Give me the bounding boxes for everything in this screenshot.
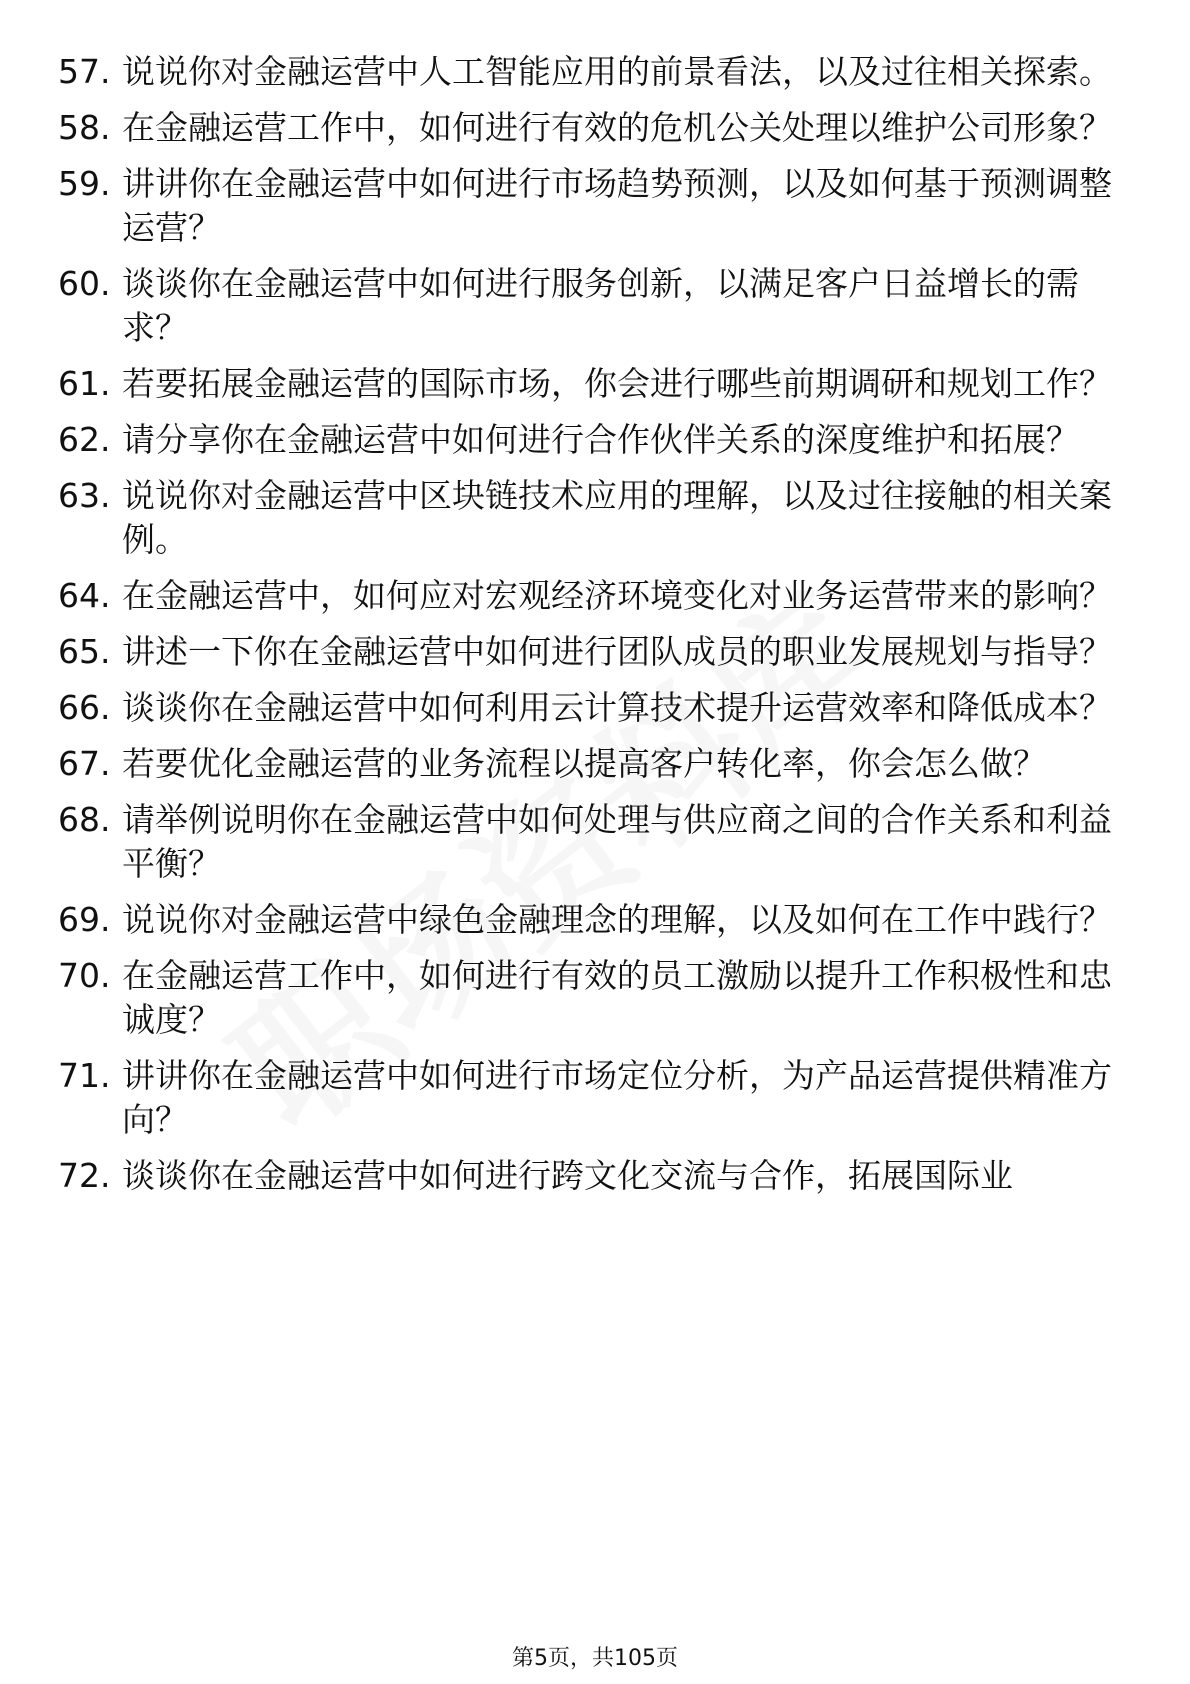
question-item — [58, 686, 1128, 730]
question-text: 讲讲你在金融运营中如何进行市场趋势预测，以及如何基于预测调整运营？ — [122, 164, 1112, 247]
question-number: 66. — [58, 688, 111, 727]
question-text: 在金融运营工作中，如何进行有效的员工激励以提升工作积极性和忠诚度？ — [122, 956, 1112, 1039]
question-number: 63. — [58, 476, 111, 515]
question-number: 58. — [58, 108, 111, 147]
question-text: 谈谈你在金融运营中如何进行跨文化交流与合作，拓展国际业 — [122, 1156, 1013, 1195]
question-number: 71. — [58, 1056, 111, 1095]
question-number: 64. — [58, 576, 111, 615]
question-item — [58, 1154, 1128, 1198]
question-list — [58, 50, 1128, 1210]
question-number: 61. — [58, 364, 111, 403]
question-item — [58, 630, 1128, 674]
question-item — [58, 162, 1128, 250]
question-number: 60. — [58, 264, 111, 303]
question-text: 讲讲你在金融运营中如何进行市场定位分析，为产品运营提供精准方向？ — [122, 1056, 1112, 1139]
question-number: 72. — [58, 1156, 111, 1195]
question-text: 说说你对金融运营中人工智能应用的前景看法，以及过往相关探索。 — [122, 52, 1112, 91]
question-item — [58, 106, 1128, 150]
question-text: 在金融运营中，如何应对宏观经济环境变化对业务运营带来的影响？ — [122, 576, 1112, 615]
question-number: 59. — [58, 164, 111, 203]
page-footer: 第5页，共105页 — [512, 1646, 678, 1671]
question-item — [58, 742, 1128, 786]
question-text: 在金融运营工作中，如何进行有效的危机公关处理以维护公司形象？ — [122, 108, 1112, 147]
question-item — [58, 262, 1128, 350]
question-number: 62. — [58, 420, 111, 459]
question-number: 65. — [58, 632, 111, 671]
question-item — [58, 798, 1128, 886]
question-number: 70. — [58, 956, 111, 995]
question-text: 请举例说明你在金融运营中如何处理与供应商之间的合作关系和利益平衡？ — [122, 800, 1112, 883]
question-text: 讲述一下你在金融运营中如何进行团队成员的职业发展规划与指导？ — [122, 632, 1112, 671]
question-text: 谈谈你在金融运营中如何利用云计算技术提升运营效率和降低成本？ — [122, 688, 1112, 727]
question-text: 若要拓展金融运营的国际市场，你会进行哪些前期调研和规划工作？ — [122, 364, 1112, 403]
question-item — [58, 50, 1128, 94]
question-text: 说说你对金融运营中绿色金融理念的理解，以及如何在工作中践行？ — [122, 900, 1112, 939]
question-text: 若要优化金融运营的业务流程以提高客户转化率，你会怎么做？ — [122, 744, 1046, 783]
question-item — [58, 474, 1128, 562]
question-item — [58, 1054, 1128, 1142]
question-item — [58, 418, 1128, 462]
question-text: 请分享你在金融运营中如何进行合作伙伴关系的深度维护和拓展？ — [122, 420, 1079, 459]
question-item — [58, 954, 1128, 1042]
question-number: 67. — [58, 744, 111, 783]
question-number: 69. — [58, 900, 111, 939]
question-text: 谈谈你在金融运营中如何进行服务创新，以满足客户日益增长的需求？ — [122, 264, 1079, 347]
question-number: 68. — [58, 800, 111, 839]
question-number: 57. — [58, 52, 111, 91]
question-text: 说说你对金融运营中区块链技术应用的理解，以及过往接触的相关案例。 — [122, 476, 1112, 559]
question-item — [58, 362, 1128, 406]
question-item — [58, 898, 1128, 942]
question-item — [58, 574, 1128, 618]
